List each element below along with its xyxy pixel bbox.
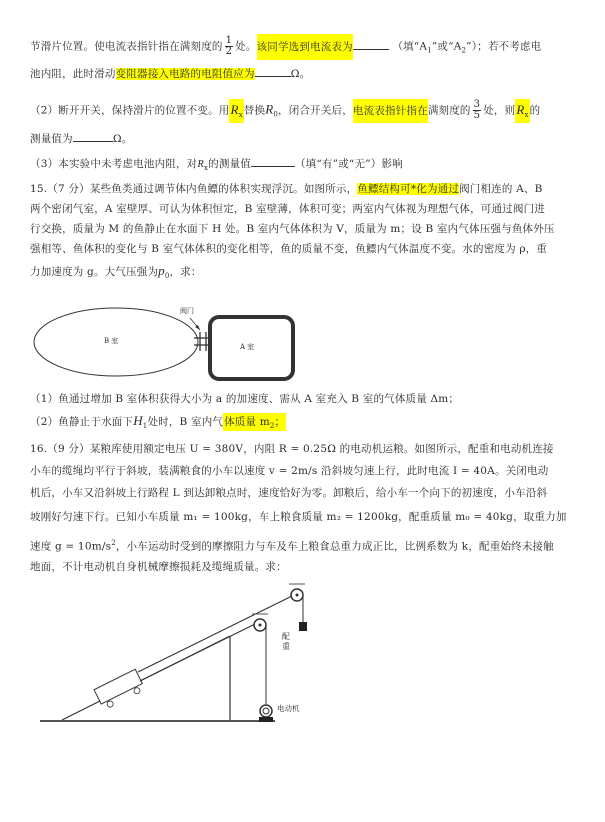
- bladder-diagram-icon: [30, 292, 310, 382]
- text: 满刻度的: [427, 104, 471, 117]
- text: ”）；若不考虑电: [466, 40, 542, 53]
- q15-line-4: 强相等、鱼体积的变化与 B 室气体体积的变化相等，鱼的质量不变，鱼鳔内气体温度不变。水的密度为 ρ，重: [30, 243, 548, 255]
- text: 15.（7 分）某些鱼类通过调节体内鱼鳔的体积实现浮沉。如图所示，: [30, 183, 358, 195]
- fraction-three-fifths: $\frac{3}{5}$: [473, 99, 481, 121]
- highlight-rx: $R_x$: [229, 99, 243, 123]
- motor-label: 电动机: [277, 704, 300, 713]
- q16-line-3: 机后，小车又沿斜坡上行路程 L 到达卸粮点时，速度恰好为零。卸粮后，给小车一个向下的初速度，小车沿斜: [30, 487, 548, 499]
- subscript: 1: [427, 46, 432, 55]
- subscript: 2: [461, 46, 467, 55]
- text: 力加速度为 g。大气压强为: [30, 266, 159, 278]
- answer-blank[interactable]: [255, 66, 291, 77]
- text: 替换: [243, 104, 266, 117]
- text: Ω。: [112, 133, 133, 145]
- subscript: 0: [273, 110, 279, 119]
- text: 处。: [235, 40, 257, 53]
- incline-diagram-icon: [30, 578, 360, 728]
- q15-sub-2: [30, 414, 286, 433]
- text: ，求：: [169, 266, 202, 278]
- answer-blank[interactable]: [353, 39, 389, 50]
- subscript: 1: [142, 422, 148, 431]
- fish-bladder-figure: [30, 292, 310, 382]
- text: 测量值为: [30, 133, 73, 145]
- q14-part-2: [30, 100, 540, 122]
- subscript: x: [204, 164, 209, 173]
- text: 处时，B 室内气: [147, 416, 224, 428]
- highlight: 变阻器接入电路的电阻值应为: [115, 68, 255, 80]
- text: 速度 g = 10m/s: [30, 540, 112, 553]
- q15-line-1: [30, 182, 543, 196]
- q15-sub-1: （1）鱼通过增加 B 室体积获得大小为 a 的加速度、需从 A 室充入 B 室的气体质量 Δm；: [30, 393, 460, 405]
- text: （填“有”或“无”）影响: [294, 158, 403, 170]
- fraction-one-half: $\frac{1}{2}$: [225, 35, 233, 57]
- answer-blank[interactable]: [251, 156, 295, 167]
- highlight: 体质量 $m_2$；: [223, 413, 286, 431]
- b-chamber-label: B 室: [104, 337, 119, 345]
- valve-label: 阀门: [180, 307, 194, 315]
- q16-line-5: [30, 536, 554, 554]
- math-r0: R: [265, 101, 274, 117]
- a-chamber-label: A 室: [240, 343, 255, 351]
- text: 节滑片位置。使电流表指针指在满刻度的: [30, 40, 223, 53]
- q16-line-6: 地面，不计电动机自身机械摩擦损耗及缆绳质量。求：: [30, 561, 287, 573]
- answer-blank[interactable]: [73, 131, 113, 142]
- highlight: 鱼鳔结构可*化为通过: [357, 183, 460, 195]
- q14-part-2-line-2: [30, 131, 132, 146]
- text: ，闭合开关后，: [278, 104, 353, 117]
- math-rx: R: [197, 159, 205, 170]
- text: 处，则: [483, 104, 516, 117]
- text: 阀门相连的 A、B: [459, 183, 543, 195]
- text: 池内阻，此时滑动: [30, 68, 116, 80]
- text: 的测量值: [208, 158, 251, 170]
- highlight: 电流表指针指在: [353, 99, 428, 123]
- incline-figure: [30, 578, 360, 728]
- superscript: 2: [111, 539, 116, 547]
- text: ，小车运动时受到的摩擦阻力与车及车上粮食总重力成正比，比例系数为 k，配重始终未接触: [115, 540, 554, 553]
- highlight-rx: $R_x$: [515, 99, 529, 123]
- q14-part-3: [30, 156, 403, 175]
- q15-line-2: 两个密闭气室，A 室壁厚、可认为体积恒定，B 室壁薄，体积可变；两室内气体视为理想气体，可通过阀门进: [30, 203, 545, 215]
- subscript: 0: [164, 272, 170, 281]
- math-h1: H: [133, 413, 143, 428]
- text: Ω。: [290, 68, 311, 80]
- q15-line-3: 行交换，质量为 M 的鱼静止在水面下 H 处。B 室内气体体积为 V，质量为 m；设 B 室内气体压强与鱼体外压: [30, 223, 555, 235]
- q14-line-1: [30, 36, 541, 58]
- highlight: 该同学选到电流表为: [257, 34, 353, 60]
- text: （2）鱼静止于水面下: [30, 416, 134, 428]
- q16-line-1: 16.（9 分）某粮库使用额定电压 U = 380V，内阻 R = 0.25Ω 的电动机运粮。如图所示，配重和电动机连接: [30, 443, 554, 455]
- q15-line-5: [30, 264, 202, 283]
- q16-line-4: 坡刚好匀速下行。已知小车质量 m₁ = 100kg，车上粮食质量 m₂ = 1200kg，配重质量 m₀ = 40kg，取重力加: [30, 511, 567, 523]
- text: （填“A: [392, 40, 428, 53]
- text: （2）断开开关，保持滑片的位置不变。用: [30, 104, 230, 117]
- text: 的: [529, 104, 541, 117]
- text: （3）本实验中未考虑电池内阻，对: [30, 158, 198, 170]
- q14-line-2: [30, 66, 310, 81]
- text: ”或“A: [431, 40, 462, 53]
- counterweight-label: 配 重: [282, 632, 290, 651]
- q16-line-2: 小车的缆绳均平行于斜坡，装满粮食的小车以速度 v = 2m/s 沿斜坡匀速上行，此时电流 I = 40A。关闭电动: [30, 465, 549, 477]
- math-p0: p: [158, 263, 165, 278]
